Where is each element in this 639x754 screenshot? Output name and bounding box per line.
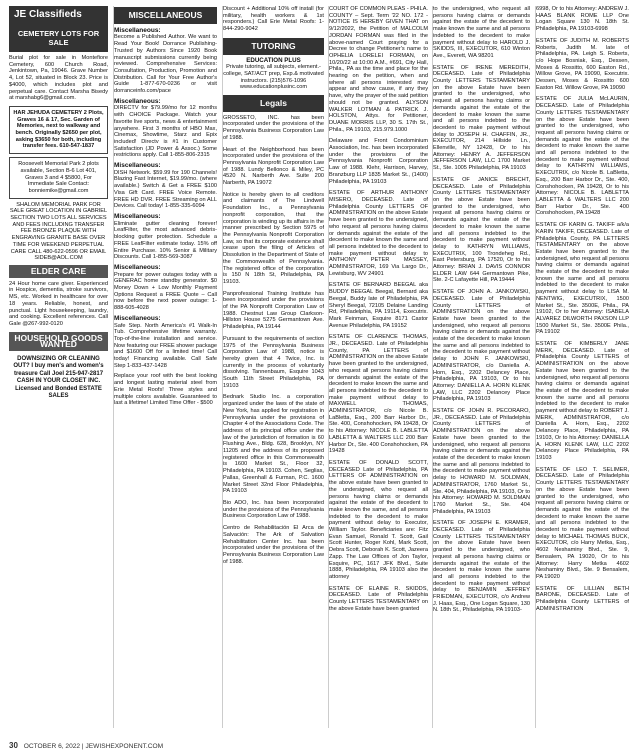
legal-notice: ESTATE OF JUDITH M. ROBERTS Roberts, Judith M. late of Philadelphia, PA. Leigh S. Roberts, c/o Hope Bosniak, Esq., Dessen, Moses & Rossitto, 600 Easton Rd., Willow Grove, PA 19090, Executrix. Dessen, Moses & Rossitto 600 Easton Rd. Willow Grove, PA 19090 <box>536 37 629 91</box>
legal-notice: ESTATE OF JOHN A. JANKOWSKI, DECEASED. Late of Philadelphia County LETTERS of ADMINISTRATION on the above Estate have been granted to the undersigned, who request all persons having claims or demands against the estate of the decedent to make known the same and all persons indebted to the decedent to make payment without delay to JOHN F. JANKOWSKI, ADMINISTRATOR, c/o Daniella A. Horn, Esq., 2202 Delancey Place, Philadelphia, PA 19103, Or to his Attorney: DANIELLA A. HORN KLENK LAW, LLC 2202 Delancey Place Philadelphia, PA 19103 <box>433 289 530 403</box>
cemetery-ad-4: SHALOM MEMORIAL PARK FOR SALE GREAT LOCATION IN GABRIEL SECTION TWO LOTS ALL SERVICES AND FEES INCLUDING TRANSFER FEE BRONZE PLAQUE WITH ENGRAVING GRANITE BASE OVER TIME FOR WEEKEND PERPETUAL CARE CALL 480-622-0596 OR EMAIL SIDEB@AOL.COM <box>9 201 108 262</box>
legal-notice: Delaware and Front Condominium Association, Inc. has been incorporated under the provisions of the Pennsylvania Nonprofit Corporation Law of 1988. Klehr, Harrison, Harvey, Branzburg LLP 1835 Market St., (1400) Philadelphia, PA 19103 <box>329 138 428 185</box>
legal-notice: Pursuant to the requirements of section 1975 of the Pennsylvania Business Corporation Law of 1988, notice is hereby given that 4 Twice, Inc. is currently in the process of voluntarily dissolving. Tannenbaum, Esquire 1043 South 11th Street Philadelphia, PA 19103 <box>223 335 324 389</box>
legal-notice: Centro de Rehabilitación El Arca de Salvación: The Ark of Salvation Rehabilitation Center Inc. has been incorporated under the provisions of the Pennsylvania Business Corporation Law of 1988. <box>223 525 324 565</box>
elder-care-ad: 24 Hour home care giver. Experienced in Hospice, dementia, stroke survivors, MS, etc. Worked in healthcare for over 18 years. Reliable, honest, and punctual. Light housekeeping, laundry, and cooking. Excellent references. Call Gale @267-992-0120 <box>9 280 108 327</box>
misc-ad-text: Safe Step. North America's #1 Walk-In Tub. Comprehensive lifetime warranty. Top-of-the-line installation and service. Now featuring our FREE shower package and $1600 Off for a limited time! Call today! Financing available. Call Safe Step 1-833-437-1428 <box>114 322 217 369</box>
cemetery-ad-3: Roosevelt Memorial Park 2 plots available, Section B-6 Lot 401, Graves 3 and 4 $5800, For Immediate Sale Contact: bonniemike@gmail.com <box>9 157 108 199</box>
legal-notice: Heart of the Neighborhood has been incorporated under the provisions of the Pennsylvania Nonprofit Corporation Law of 1988. Lundy Bellonco & Miley, PC 4520 N. Narberth Ave. Suite 200 Narberth, PA 19072 <box>223 146 324 187</box>
legal-notice: ESTATE OF KARIN G. TAKIFF a/k/a KARIN TAKIFF, DECEASED. Late of Philadelphia County, PA LETTERS TESTAMENTARY on the above Estate have been granted to the undersigned, who request all persons having claims or demands against the estate of the decedent to make known the same and all persons indebted to the decedent to make payment without delay to LISA M. NENTWIG, EXECUTRIX, 1500 Market St., Ste. 3500E, Phila., PA 19102, Or to her Attorney: ISABELA ALVAREZ DILWORTH PAXSON LLP 1500 Market St., Ste. 3500E Phila., PA 19102 <box>536 222 629 336</box>
misc-ad-3 <box>114 163 217 210</box>
tutoring-text: Private tutoring, all subjects, element.-college, SAT/ACT prep, Exp.& motivated instructors. (215)576-1096 www.educationplusinc.com <box>223 64 324 91</box>
misc-ad-text: Become a Published Author. We want to Read Your Book! Dorrance Publishing-Trusted by Authors Since 1920 Book manuscript submissions currently being reviewed. Comprehensive Services: Consultation, Production, Promotion and Distribution. Call for Your Free Author's Guide 1-877-670-0236 or visit dorranceinfo.com/pace <box>114 34 217 95</box>
legal-notice: Notice is hereby given to all creditors and claimants of The Lindwell Foundation Inc., a Pennsylvania nonprofit corporation, that the corporation is winding up its affairs in the manner prescribed by Section 5975 of the Pennsylvania Nonprofit Corporation Law, so that its corporate existence shall cease upon the filing of Articles of Dissolution in the Department of State of the Commonwealth of Pennsylvania. The registered office of the corporation is 150 N 18th St, Philadelphia, PA 19103. <box>223 191 324 285</box>
misc-ad-4 <box>114 214 217 261</box>
footer-date-site: OCTOBER 6, 2022 | JEWISHEXPONENT.COM <box>23 743 164 750</box>
legal-notice: ESTATE OF LEO T. SELIMER, DECEASED. Late of Philadelphia County LETTERS TESTAMENTARY on the above Estate have been granted to the undersigned, who request all persons having claims or demands against the estate of the decedent to make known the same and all persons indebted to the decedent to make payment without delay to MICHAEL THOMAS BUCK, EXECUTOR, c/o Harry Metka, Esq., 4602 Neshaminy Blvd., Ste. 9, Bensalem, PA 19020, Or to his Attorney: Harry Metka 4602 Neshaminy Blvd., Ste. 9 Bensalem, PA 19020 <box>536 466 629 580</box>
legal-notice: ESTATE OF ELAINE R. SKIDDS, DECEASED. Late of Philadelphia County LETTERS TESTAMENTARY on the above Estate have been granted <box>329 585 428 612</box>
tutoring-ad <box>223 58 324 92</box>
misc-ad-6 <box>114 316 217 370</box>
legal-notice: ESTATE OF BERNARD BEEGAL aka BUDDY BEEGAL Beegal, Bernard aka Beegal, Buddy late of Philadelphia, PA Sheryl Beegal, 72105 Delaine Landing Rd, Philadelphia, PA 19114, Executrix. Mark Feinman, Esquire 8171 Castor Avenue Philadelphia, PA 19152 <box>329 282 428 329</box>
misc-ad-text: DIRECTV for $79.99/mo for 12 months with CHOICE Package. Watch your favorite live sports, news & entertainment anywhere. First 3 months of HBO Max, Cinemax, Showtime, Starz and Epix included! Directv is #1 in Customer Satisfaction (JD Power & Assoc.) Some restrictions apply. Call 1-855-806-2315 <box>114 105 217 159</box>
legal-notice: Bednark Studio Inc. a corporation organized under the laws of the state of New York, has applied for registration in Pennsylvania under the provisions of Chapter 4 of the Associations Code. The address of its principal office under the law of the jurisdiction of formation is 60 Flushing Ave., Bldg. 628, Brooklyn, NY 11205 and the address of its proposed registered office in this Commonwealth is 1600 Market St., Floor 32, Philadelphia, PA 19103. Cohen, Seglias, Pallas, Greenhall & Furman, P.C. 1600 Market Street 32nd Floor Philadelphia, PA 19103 <box>223 394 324 495</box>
misc-ad-text: Eliminate gutter cleaning forever! LeafFilter, the most advanced debris-blocking gutter protection. Schedule a FREE LeafFilter estimate today. 15% off Entire Purchase. 10% Senior & Military Discounts. Call 1-855-569-3087 <box>114 220 217 261</box>
misc-ad-text: Prepare for power outages today with a GENERAC home standby generator. $0 Money Down + Low Monthly Payment Options Request a FREE Quote – Call now before the next power outage: 1-888-605-4028 <box>114 271 217 312</box>
legal-notice: ESTATE OF LILLIAN BETH BARONE, DECEASED. Late of Philadelphia County LETTERS of ADMINISTRATION <box>536 585 629 612</box>
misc-ad-5 <box>114 265 217 312</box>
legal-notice: Bio ADO, Inc. has been incorporated under the provisions of the Pennsylvania Business Corporation Law of 1988. <box>223 500 324 520</box>
misc-ad-text: DISH Network. $59.99 for 190 Channels! Blazing Fast Internet, $19.99/mo. (where available.) Switch & Get a FREE $100 Visa Gift Card. FREE Voice Remote. FREE HD DVR. FREE Streaming on ALL Devices. Call today! 1-855-335-6094 <box>114 169 217 210</box>
column-6 <box>535 6 629 728</box>
elder-care-header: ELDER CARE <box>9 265 108 278</box>
legal-notice: ESTATE OF JULIA McLAURIN, DECEASED. Late of Philadelphia County LETTERS TESTAMENTARY on the above Estate have been granted to the undersigned, who request all persons having claims or demands against the estate of the decedent to make known the same and all persons indebted to the decedent to make payment without delay to KATHRYN WILLIAMS, EXECUTRIX, c/o Nicole B. LaBletta, Esq., 200 Barr Harbor Dr., Ste. 400, Conshohocken, PA 19428, Or to his Attorney: NICOLE B. LABLETTA LABLETTA & WALTERS LLC 200 Barr Harbor Dr., Ste. 400 Conshohocken, PA 19428 <box>536 96 629 217</box>
column-3 <box>222 6 324 728</box>
misc-ad-2 <box>114 99 217 159</box>
legal-notice: ESTATE OF IRENE MEREDITH, DECEASED. Late of Philadelphia County LETTERS TESTAMENTARY on the above Estate have been granted to the undersigned, who request all persons having claims or demands against the estate of the decedent to make known the same and all persons indebted to the decedent to make payment without delay to JOSEPH H. CHAFFIN, JR., EXECUTOR, 214 Hillside Ln., Ellenville, NY 12428, Or to his Attorney: HENRY A. JEFFERSON JEFFERSON LAW, LLC 1700 Market St., Ste. 1005 Philadelphia, PA 19103 <box>433 64 530 172</box>
misc-ad-title: Miscellaneous: <box>114 314 161 322</box>
legal-notice: COURT OF COMMON PLEAS - PHILA. COUNTY – Sept. Term '22 NO. 172 - NOTICE IS HEREBY GIVEN THAT on 9/12/2022, the Petition of MALCOLM JORDAN FORMAN was filed in the above-named Court praying for a Decree to change Petitioner's name to OPHELIA LORELEI FORMAN, on 10/20/22 at 10:00 A.M., #691, City Hall, Phila., PA as the time and place for the hearing on the petition, when and where all persons interested may appear and show cause, if any they have, why the prayer of the said petition should not be granted. ALYSON WALKER LOTMAN & PATRICK J. HOLSTON, Attys. for Petitioner, DUANE MORRIS LLP, 30 S. 17th St., Phila., PA 19103, 215.979.1000 <box>329 6 428 133</box>
column-1 <box>9 6 108 728</box>
roof-ad-continued: Discount + Additional 10% off install (for military, health workers & 1st responders.) Call Erie Metal Roofs: 1-844-290-9042 <box>223 6 324 33</box>
legal-notice: ESTATE OF DONALD SCOTT, DECEASED Late of Philadelphia, PA LETTERS OF ADMINISTRATION on the above estate have been granted to the undersigned, who request all persons having claims or demands against the estate of the decedent to make known the same, and all persons indebted to the decedent to make payment without delay to Executor, William Taylor. Beneficiaries are: Fitz Evan Samuel, Ronald T. Scott, Gail Scott Hunter, Roger Kohl, Mark Scott, Debra Scott, Deborah K. Scott, Jazeera Zapp. The Law Offices of Jon Taylor, Esquire, PC, 1617 JFK Blvd., Suite 1888, Philadelphia, PA 19103 also the attorney <box>329 460 428 580</box>
cemetery-ad-1: Burial plot for sale in Montefiore Cemetery, 600 Church Road, Jenkintown, Pa, 19046. Grave Number 4, Lot 52, situated in Block 23. Price is $4000, which includes plot and perpetual care. Contact Marsha Bisedy at marshabg6@gmail.com. <box>9 55 108 102</box>
legal-notice: ESTATE OF CLARENCE THOMAS, JR., DECEASED. Late of Philadelphia County, PA LETTERS of ADMINISTRATION on the above Estate have been granted to the undersigned, who request all persons having claims or demands against the estate of the decedent to make known the same and all persons indebted to the decedent to make payment without delay to MAXWELL THOMAS, ADMINISTRATOR, c/o Nicole B. LaBletta, Esq., 200 Barr Harbor Dr., Ste. 400, Conshohocken, PA 19428, Or to his Attorney: NICOLE B. LABLETTA LABLETTA & WALTERS LLC 200 Barr Harbor Dr., Ste. 400 Conshohocken, PA 19428 <box>329 334 428 455</box>
column-2 <box>113 6 217 728</box>
household-goods-header: HOUSEHOLD GOODS WANTED <box>9 332 108 351</box>
classifieds-page <box>9 6 629 740</box>
legal-notice: ESTATE OF ARTHUR ANTHONY MISERO, DECEASED. Late of Philadelphia County LETTERS OF ADMINISTRATION on the above Estate have been granted to the undersigned, who request all persons having claims or demands against the estate of the decedent to make known the same and all persons indebted to the decedent to make payment without delay to ANTHONY PETER MASSEY, ADMINISTRATOR, 169 Via Largo Dr., Lewisburg, WV 24901 <box>329 190 428 277</box>
tutoring-title: EDUCATION PLUS <box>246 56 301 64</box>
legal-notice: ESTATE OF KIMBERLY JANE MERK, DECEASED. Late of Philadelphia County LETTERS of ADMINISTRATION on the above Estate have been granted to the undersigned, who request all persons having claims or demands against the estate of the decedent to make known the same and all persons indebted to the decedent to make payment without delay to ROBERT J. MERK, ADMINISTRATOR, c/o Daniella A. Horn, Esq., 2202 Delancey Place, Philadelphia, PA 19103, Or to his Attorney: DANIELLA A. HORN KLENK LAW, LLC 2202 Delancey Place Philadelphia, PA 19103 <box>536 341 629 461</box>
misc-ad-7 <box>114 373 217 407</box>
legal-notice: ESTATE OF JANICE BRECHT, DECEASED. Late of Philadelphia County LETTERS TESTAMENTARY on the above Estate have been granted to the undersigned, who request all persons having claims or demands against the estate of the decedent to make known the same and all persons indebted to the decedent to make payment without delay to KATHRYN WILLIAMS, EXECUTRIX, 100 Trondeheg Rd., East Petersburg, PA 17520, Or to his Attorney: BRIAN J. DAVIS CONNOR ELDER LAW 644 Germantown Pike, Ste. 2-C Lafayette Hill, PA 19444 <box>433 176 530 284</box>
miscellaneous-header: MISCELLANEOUS <box>114 7 217 24</box>
legal-notice: ESTATE OF JOHN R. PECORARO, JR., DECEASED. Late of Philadelphia County LETTERS of ADMINISTRATION on the above Estate have been granted to the undersigned, who request all persons having claims or demands against the estate of the decedent to make known the same and all persons indebted to the decedent to make payment without delay to HOWARD M. SOLDMAN, ADMINISTRATOR, 1760 Market St., Ste. 404, Philadelphia, PA 19103, Or to his Attorney: HOWARD M. SOLDMAN 1760 Market St., Ste. 404 Philadelphia, PA 19103 <box>433 408 530 515</box>
legal-notice: GROSSETO, INC. has been incorporated under the provisions of the Pennsylvania Business Corporation Law of 1988. <box>223 114 324 141</box>
cemetery-ad-2: HAR JEHUDA CEMETERY 2 Plots, Graves 16 & 17, Sec. Garden of Memories, next to walkway and bench. Originally $2650 per plot, asking $3650 for both, including transfer fees. 610-547-1837 <box>9 106 108 154</box>
legals-header: Legals <box>223 95 324 112</box>
cemetery-lots-header: CEMETERY LOTS FOR SALE <box>9 24 108 52</box>
household-goods-ad: DOWNSIZING OR CLEANING OUT? I buy men's and women's treasure Call Joel 215-947-2817 CASH IN YOUR CLOSET INC. Licensed and Bonded ESTATE SALES <box>13 356 104 400</box>
misc-ad-text: Replace your roof with the best looking and longest lasting material steel from Erie Metal Roofs! Three styles and multiple colors available. Guaranteed to last a lifetime! Limited Time Offer - $500 <box>114 373 217 407</box>
legal-notice: 6998, Or to his Attorney: ANDREW J. HAAS BLANK ROME LLP One Logan Square 130 N. 18th St. Philadelphia, PA 19103-6998 <box>536 6 629 33</box>
page-footer <box>9 742 163 751</box>
legal-notice: to the undersigned, who request all persons having claims or demands against the estate of the decedent to make known the same and all persons indebted to the decedent to make payment without delay to HAROLD J. SKIDDS, III, EXECUTOR, 610 Winton Ave., Everett, WA 98201 <box>433 6 530 59</box>
misc-ad-title: Miscellaneous: <box>114 97 161 105</box>
legal-notice: ESTATE OF JOSEPH E. KRAMER, DECEASED. Late of Philadelphia County LETTERS TESTAMENTARY on the above Estate have been granted to the undersigned, who request all persons having claims or demands against the estate of the decedent to make known the same and all persons indebted to the decedent to make payment without delay to BENJAMIN JEFFREY FRIEDMAN, EXECUTOR, c/o Andrew J. Haas, Esq., One Logan Square, 130 N. 18th St., Philadelphia, PA 19103- <box>433 520 530 614</box>
misc-ad-title: Miscellaneous: <box>114 162 161 170</box>
tutoring-header: TUTORING <box>223 38 324 55</box>
page-number: 30 <box>9 741 18 750</box>
masthead: JE Classifieds <box>9 6 108 24</box>
misc-ad-title: Miscellaneous: <box>114 26 161 34</box>
misc-ad-title: Miscellaneous: <box>114 212 161 220</box>
misc-ad-title: Miscellaneous: <box>114 263 161 271</box>
misc-ad-1 <box>114 28 217 95</box>
column-5 <box>432 6 530 728</box>
legal-notice: Panprofessional Training Institute has been incorporated under the provisions of the PA Nonprofit Corporation Law of 1988. Chestnut Law Group Clarkson-Hillston House 5275 Germantown Ave. Philadelphia, PA 19144 <box>223 290 324 331</box>
column-4 <box>328 6 428 728</box>
